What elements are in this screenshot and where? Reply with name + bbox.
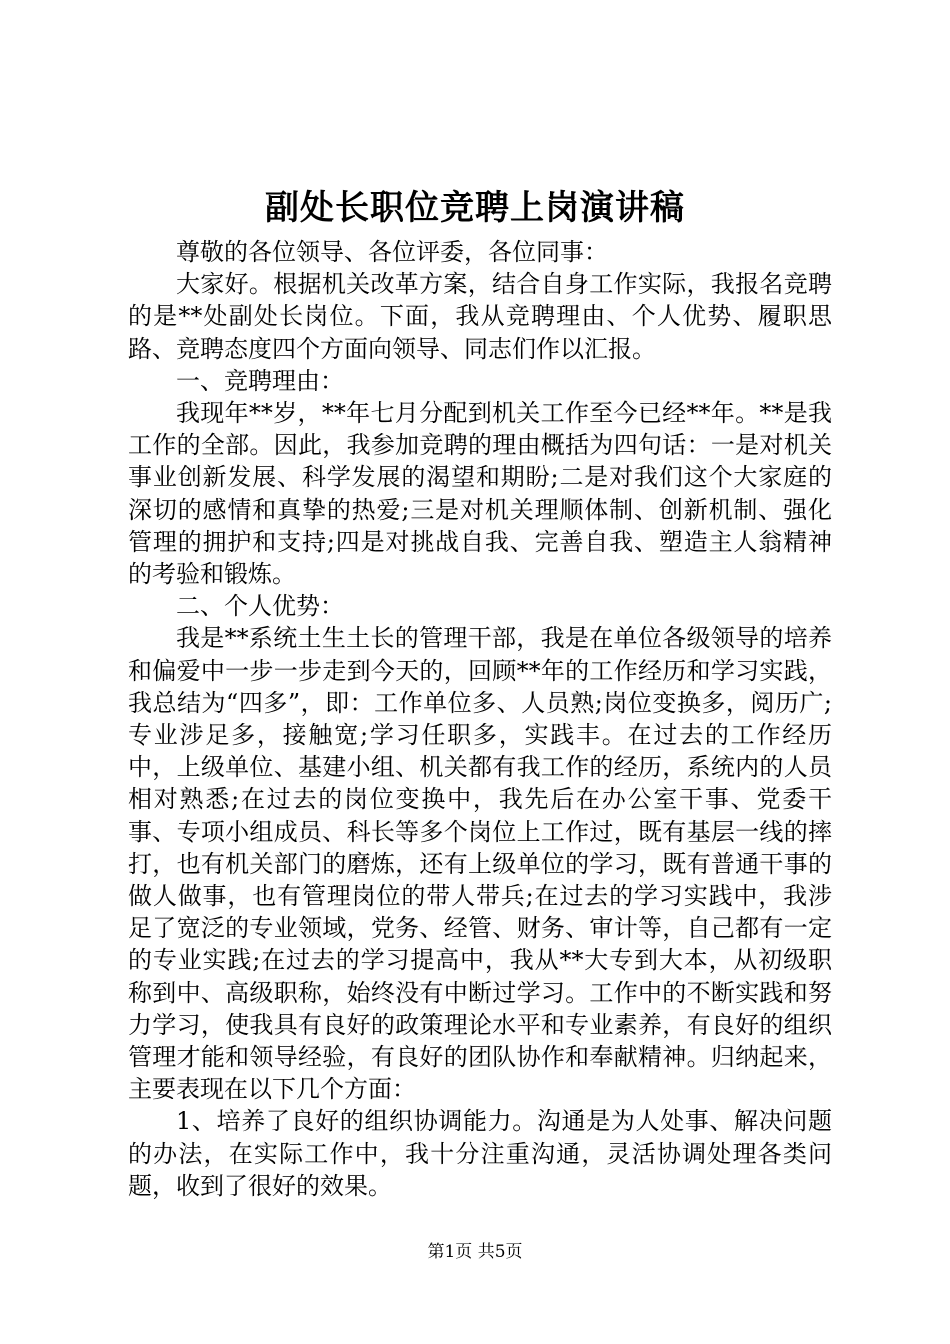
advantages-paragraph: 我是**系统土生土长的管理干部，我是在单位各级领导的培养和偏爱中一步一步走到今天的，回顾**年的工作经历和学习实践，我总结为“四多”，即：工作单位多、人员熟;岗位变换多，阅历广;专业涉足多，接触宽;学习任职多，实践丰。在过去的工作经历中，上级单位、基建小组、机关都有我工作的经历，系统内的人员相对熟悉;在过去的岗位变换中，我先后在办公室干事、党委干事、专项小组成员、科长等多个岗位上工作过，既有基层一线的摔打，也有机关部门的磨炼，还有上级单位的学习，既有普通干事的做人做事，也有管理岗位的带人带兵;在过去的学习实践中，我涉足了宽泛的专业领域，党务、经管、财务、审计等，自己都有一定的专业实践;在过去的学习提高中，我从**大专到大本，从初级职称到中、高级职称，始终没有中断过学习。工作中的不断实践和努力学习，使我具有良好的政策理论水平和专业素养，有良好的组织管理才能和领导经验，有良好的团队协作和奉献精神。归纳起来，主要表现在以下几个方面： [128, 624, 832, 1104]
section-heading-advantages: 二、个人优势： [176, 592, 344, 621]
intro-paragraph: 大家好。根据机关改革方案，结合自身工作实际，我报名竞聘的是**处副处长岗位。下面，我从竞聘理由、个人优势、履职思路、竞聘态度四个方面向领导、同志们作以汇报。 [128, 270, 832, 363]
section-heading-reasons: 一、竞聘理由： [176, 366, 344, 395]
salutation-paragraph: 尊敬的各位领导、各位评委，各位同事： [176, 238, 608, 266]
page-number-footer: 第1页 共5页 [427, 1242, 523, 1262]
reasons-paragraph: 我现年**岁，**年七月分配到机关工作至今已经**年。**是我工作的全部。因此，我参加竞聘的理由概括为四句话：一是对机关事业创新发展、科学发展的渴望和期盼;二是对我们这个大家庭的深切的感情和真挚的热爱;三是对机关理顺体制、创新机制、强化管理的拥护和支持;四是对挑战自我、完善自我、塑造主人翁精神的考验和锻炼。 [128, 399, 832, 589]
advantage-item-1: 1、培养了良好的组织协调能力。沟通是为人处事、解决问题的办法，在实际工作中，我十分注重沟通，灵活协调处理各类问题，收到了很好的效果。 [128, 1107, 832, 1200]
document-body [128, 236, 832, 1202]
document-title: 副处长职位竞聘上岗演讲稿 [265, 188, 685, 228]
